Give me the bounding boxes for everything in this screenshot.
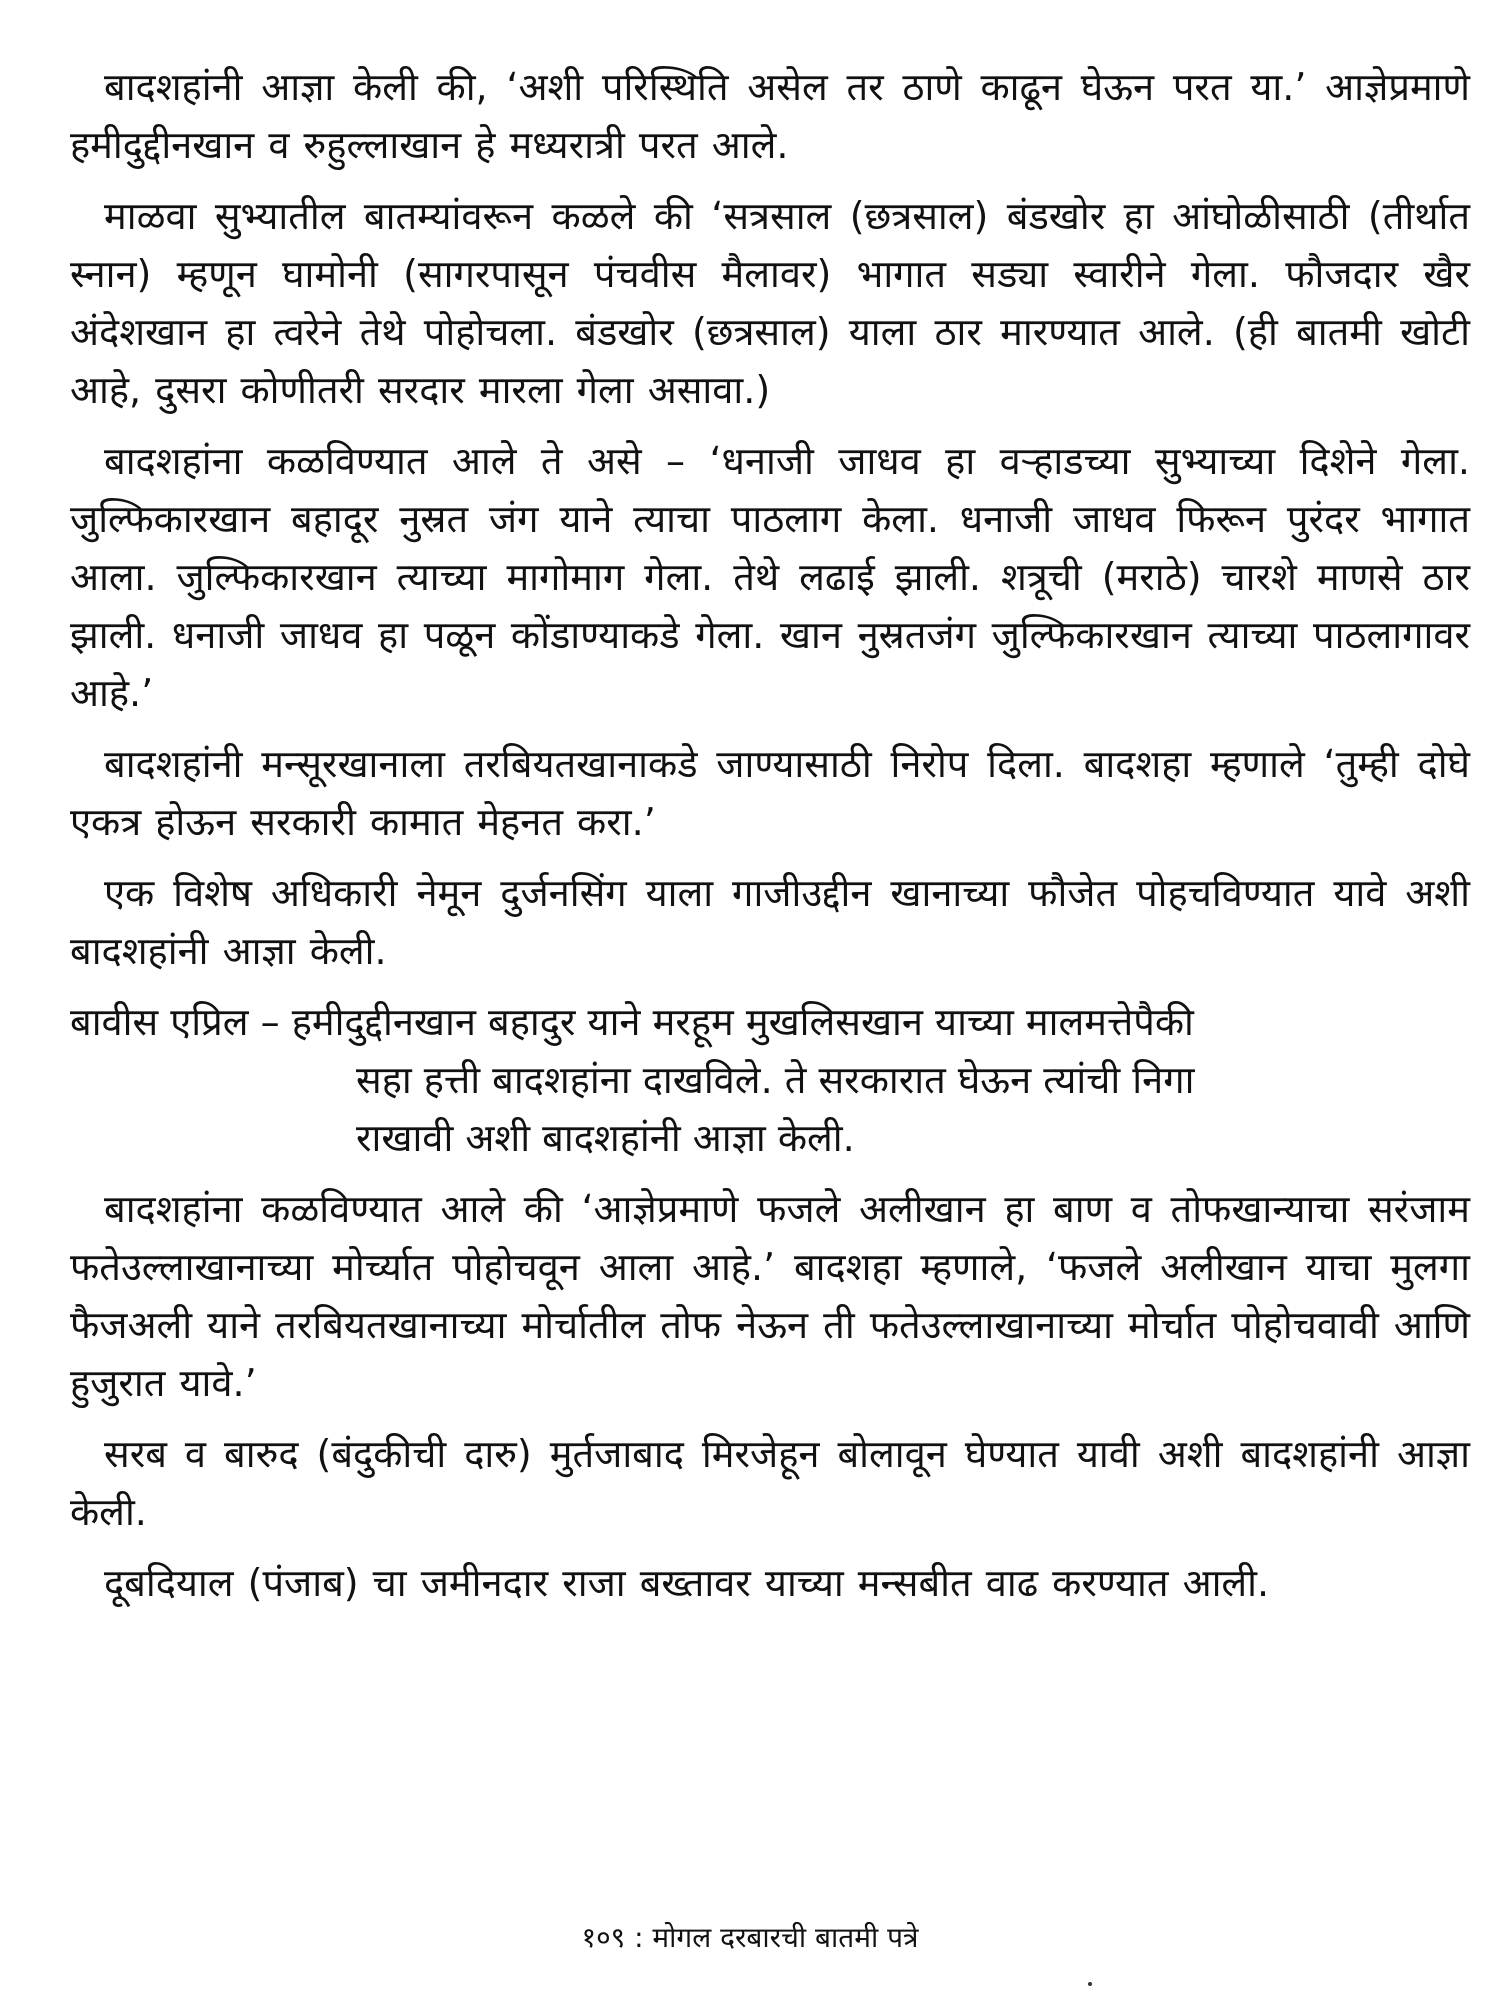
entry-line: सहा हत्ती बादशहांना दाखविले. ते सरकारात घेऊन त्यांची निगा bbox=[356, 1058, 1195, 1102]
paragraph-dhanaji-jadhav: बादशहांना कळविण्यात आले ते असे – ‘धनाजी जाधव हा वऱ्हाडच्या सुभ्याच्या दिशेने गेला. जुल्फिकारखान बहादूर नुस्रत जंग याने त्याचा पाठलाग केला. धनाजी जाधव फिरून पुरंदर भागात आला. जुल्फिकारखान त्याच्या मागोमाग गेला. तेथे लढाई झाली. शत्रूची (मराठे) चारशे माणसे ठार झाली. धनाजी जाधव हा पळून कोंडाण्याकडे गेला. खान नुस्रतजंग जुल्फिकारखान त्याच्या पाठलागावर आहे.’ bbox=[70, 439, 1470, 715]
scan-speck bbox=[1088, 1982, 1092, 1986]
entry-first-line: हमीदुद्दीनखान बहादुर याने मरहूम मुखलिसखान याच्या मालमत्तेपैकी bbox=[291, 1000, 1194, 1044]
page-footer: १०९ : मोगल दरबारची बातमी पत्रे bbox=[581, 1921, 919, 1954]
entry-line: राखावी अशी बादशहांनी आज्ञा केली. bbox=[356, 1116, 855, 1160]
dated-entry-april-22 bbox=[70, 993, 1470, 1167]
paragraph-mansur-khan: बादशहांनी मन्सूरखानाला तरबियतखानाकडे जाण्यासाठी निरोप दिला. बादशहा म्हणाले ‘तुम्ही दोघे एकत्र होऊन सरकारी कामात मेहनत करा.’ bbox=[70, 742, 1470, 844]
paragraph-dubdiyal: दूबदियाल (पंजाब) चा जमीनदार राजा बख्तावर याच्या मन्सबीत वाढ करण्यात आली. bbox=[104, 1561, 1270, 1605]
paragraph-malwa-news: माळवा सुभ्यातील बातम्यांवरून कळले की ‘सत्रसाल (छत्रसाल) बंडखोर हा आंघोळीसाठी (तीर्थात स्नान) म्हणून घामोनी (सागरपासून पंचवीस मैलावर) भागात सड्या स्वारीने गेला. फौजदार खैर अंदेशखान हा त्वरेने तेथे पोहोचला. बंडखोर (छत्रसाल) याला ठार मारण्यात आले. (ही बातमी खोटी आहे, दुसरा कोणीतरी सरदार मारला गेला असावा.) bbox=[70, 194, 1470, 412]
entry-date-label: बावीस एप्रिल – bbox=[70, 1000, 292, 1044]
paragraph-durjansingh: एक विशेष अधिकारी नेमून दुर्जनसिंग याला गाजीउद्दीन खानाच्या फौजेत पोहचविण्यात यावे अशी बादशहांनी आज्ञा केली. bbox=[70, 871, 1470, 973]
body-text bbox=[70, 58, 1470, 1612]
paragraph-sarab-barud: सरब व बारुद (बंदुकीची दारु) मुर्तजाबाद मिरजेहून बोलावून घेण्यात यावी अशी बादशहांनी आज्ञा केली. bbox=[70, 1432, 1470, 1534]
paragraph-fazle-alikhan: बादशहांना कळविण्यात आले की ‘आज्ञेप्रमाणे फजले अलीखान हा बाण व तोफखान्याचा सरंजाम फतेउल्लाखानाच्या मोर्च्यात पोहोचवून आला आहे.’ बादशहा म्हणाले, ‘फजले अलीखान याचा मुलगा फैजअली याने तरबियतखानाच्या मोर्चातील तोफ नेऊन ती फतेउल्लाखानाच्या मोर्चात पोहोचवावी आणि हुजुरात यावे.’ bbox=[70, 1187, 1470, 1405]
paragraph-order-return: बादशहांनी आज्ञा केली की, ‘अशी परिस्थिति असेल तर ठाणे काढून घेऊन परत या.’ आज्ञेप्रमाणे हमीदुद्दीनखान व रुहुल्लाखान हे मध्यरात्री परत आले. bbox=[70, 65, 1470, 167]
